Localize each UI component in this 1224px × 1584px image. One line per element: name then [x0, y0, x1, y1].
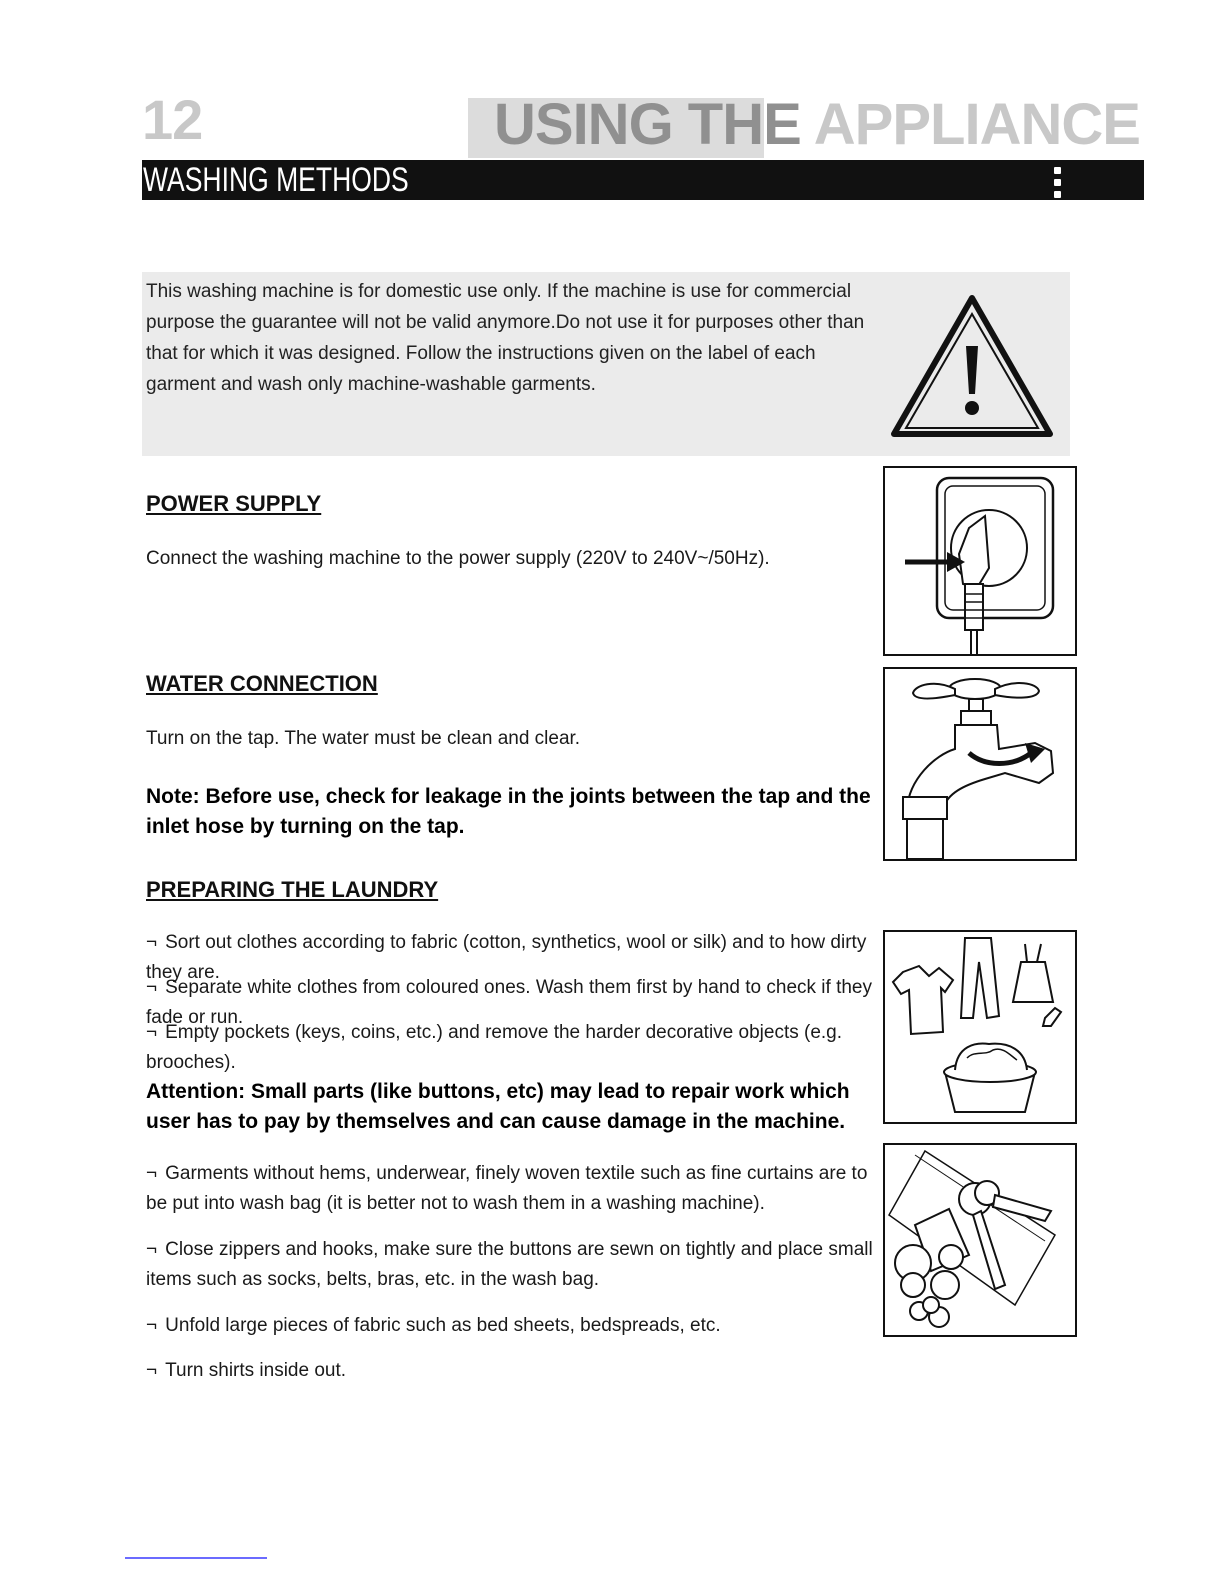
laundry-sorting-figure: [883, 930, 1077, 1124]
clothes-basket-icon: [885, 932, 1075, 1122]
keys-coins-icon: [885, 1145, 1075, 1335]
list-item: [146, 1018, 876, 1078]
power-plug-icon: [885, 468, 1075, 654]
bullet-symbol: ¬: [146, 1022, 158, 1043]
chapter-title-part2: APPLIANCE: [813, 92, 1140, 157]
power-plug-figure: [883, 466, 1077, 656]
power-supply-heading: POWER SUPPLY: [146, 491, 322, 516]
list-item-text: Close zippers and hooks, make sure the buttons are sewn on tightly and place small items such as socks, belts, bras, etc. in the wash bag.: [146, 1239, 873, 1290]
list-item-text: Separate white clothes from coloured ones. Wash them first by hand to check if they fade or run.: [146, 977, 872, 1028]
power-supply-text: Connect the washing machine to the power supply (220V to 240V~/50Hz).: [146, 548, 770, 569]
warning-text: This washing machine is for domestic use only. If the machine is use for commercial purpose the guarantee will not be valid anymore.Do not use it for purposes other than that for which it was designed. Follow the instructions given on the label of each garment and wash only machine-washable garments.: [146, 281, 865, 395]
water-connection-text: Turn on the tap. The water must be clean and clear.: [146, 728, 581, 749]
water-tap-figure: [883, 667, 1077, 861]
bullet-symbol: ¬: [146, 1239, 158, 1260]
preparing-laundry-heading: PREPARING THE LAUNDRY: [146, 877, 439, 902]
water-tap-icon: [885, 669, 1075, 859]
warning-triangle-icon: [890, 294, 1054, 438]
bar-dot: [1054, 191, 1061, 198]
list-item-text: Sort out clothes according to fabric (cotton, synthetics, wool or silk) and to how dirty they are.: [146, 932, 867, 983]
chapter-title: [494, 92, 1140, 157]
section-title: WASHING METHODS: [143, 161, 409, 199]
bar-end-marker: [1138, 160, 1144, 200]
water-connection-note: Note: Before use, check for leakage in the joints between the tap and the inlet hose by turning on the tap.: [146, 785, 871, 838]
page-number: 12: [142, 88, 203, 151]
water-connection-heading: WATER CONNECTION: [146, 671, 378, 696]
footer-line: [125, 1557, 267, 1559]
list-item-text: Turn shirts inside out.: [165, 1360, 347, 1381]
wash-bag-figure: [883, 1143, 1077, 1337]
list-item-text: Garments without hems, underwear, finely woven textile such as fine curtains are to be put into wash bag (it is better not to wash them in a washing machine).: [146, 1163, 868, 1214]
list-item: [146, 1159, 876, 1219]
bullet-symbol: ¬: [146, 1163, 158, 1184]
list-item: [146, 1311, 876, 1341]
bullet-symbol: ¬: [146, 1315, 158, 1336]
bullet-symbol: ¬: [146, 977, 158, 998]
list-item: [146, 1235, 876, 1295]
bar-dot: [1054, 179, 1061, 186]
bar-dot: [1054, 167, 1061, 174]
chapter-title-part1: USING THE: [494, 92, 801, 157]
attention-note: Attention: Small parts (like buttons, etc) may lead to repair work which user has to pay by themselves and can cause damage in the machine.: [146, 1080, 850, 1133]
list-item-text: Unfold large pieces of fabric such as bed sheets, bedspreads, etc.: [165, 1315, 721, 1336]
bullet-symbol: ¬: [146, 1360, 158, 1381]
list-item-text: Empty pockets (keys, coins, etc.) and remove the harder decorative objects (e.g. brooches).: [146, 1022, 843, 1073]
list-item: [146, 1356, 876, 1386]
bullet-symbol: ¬: [146, 932, 158, 953]
